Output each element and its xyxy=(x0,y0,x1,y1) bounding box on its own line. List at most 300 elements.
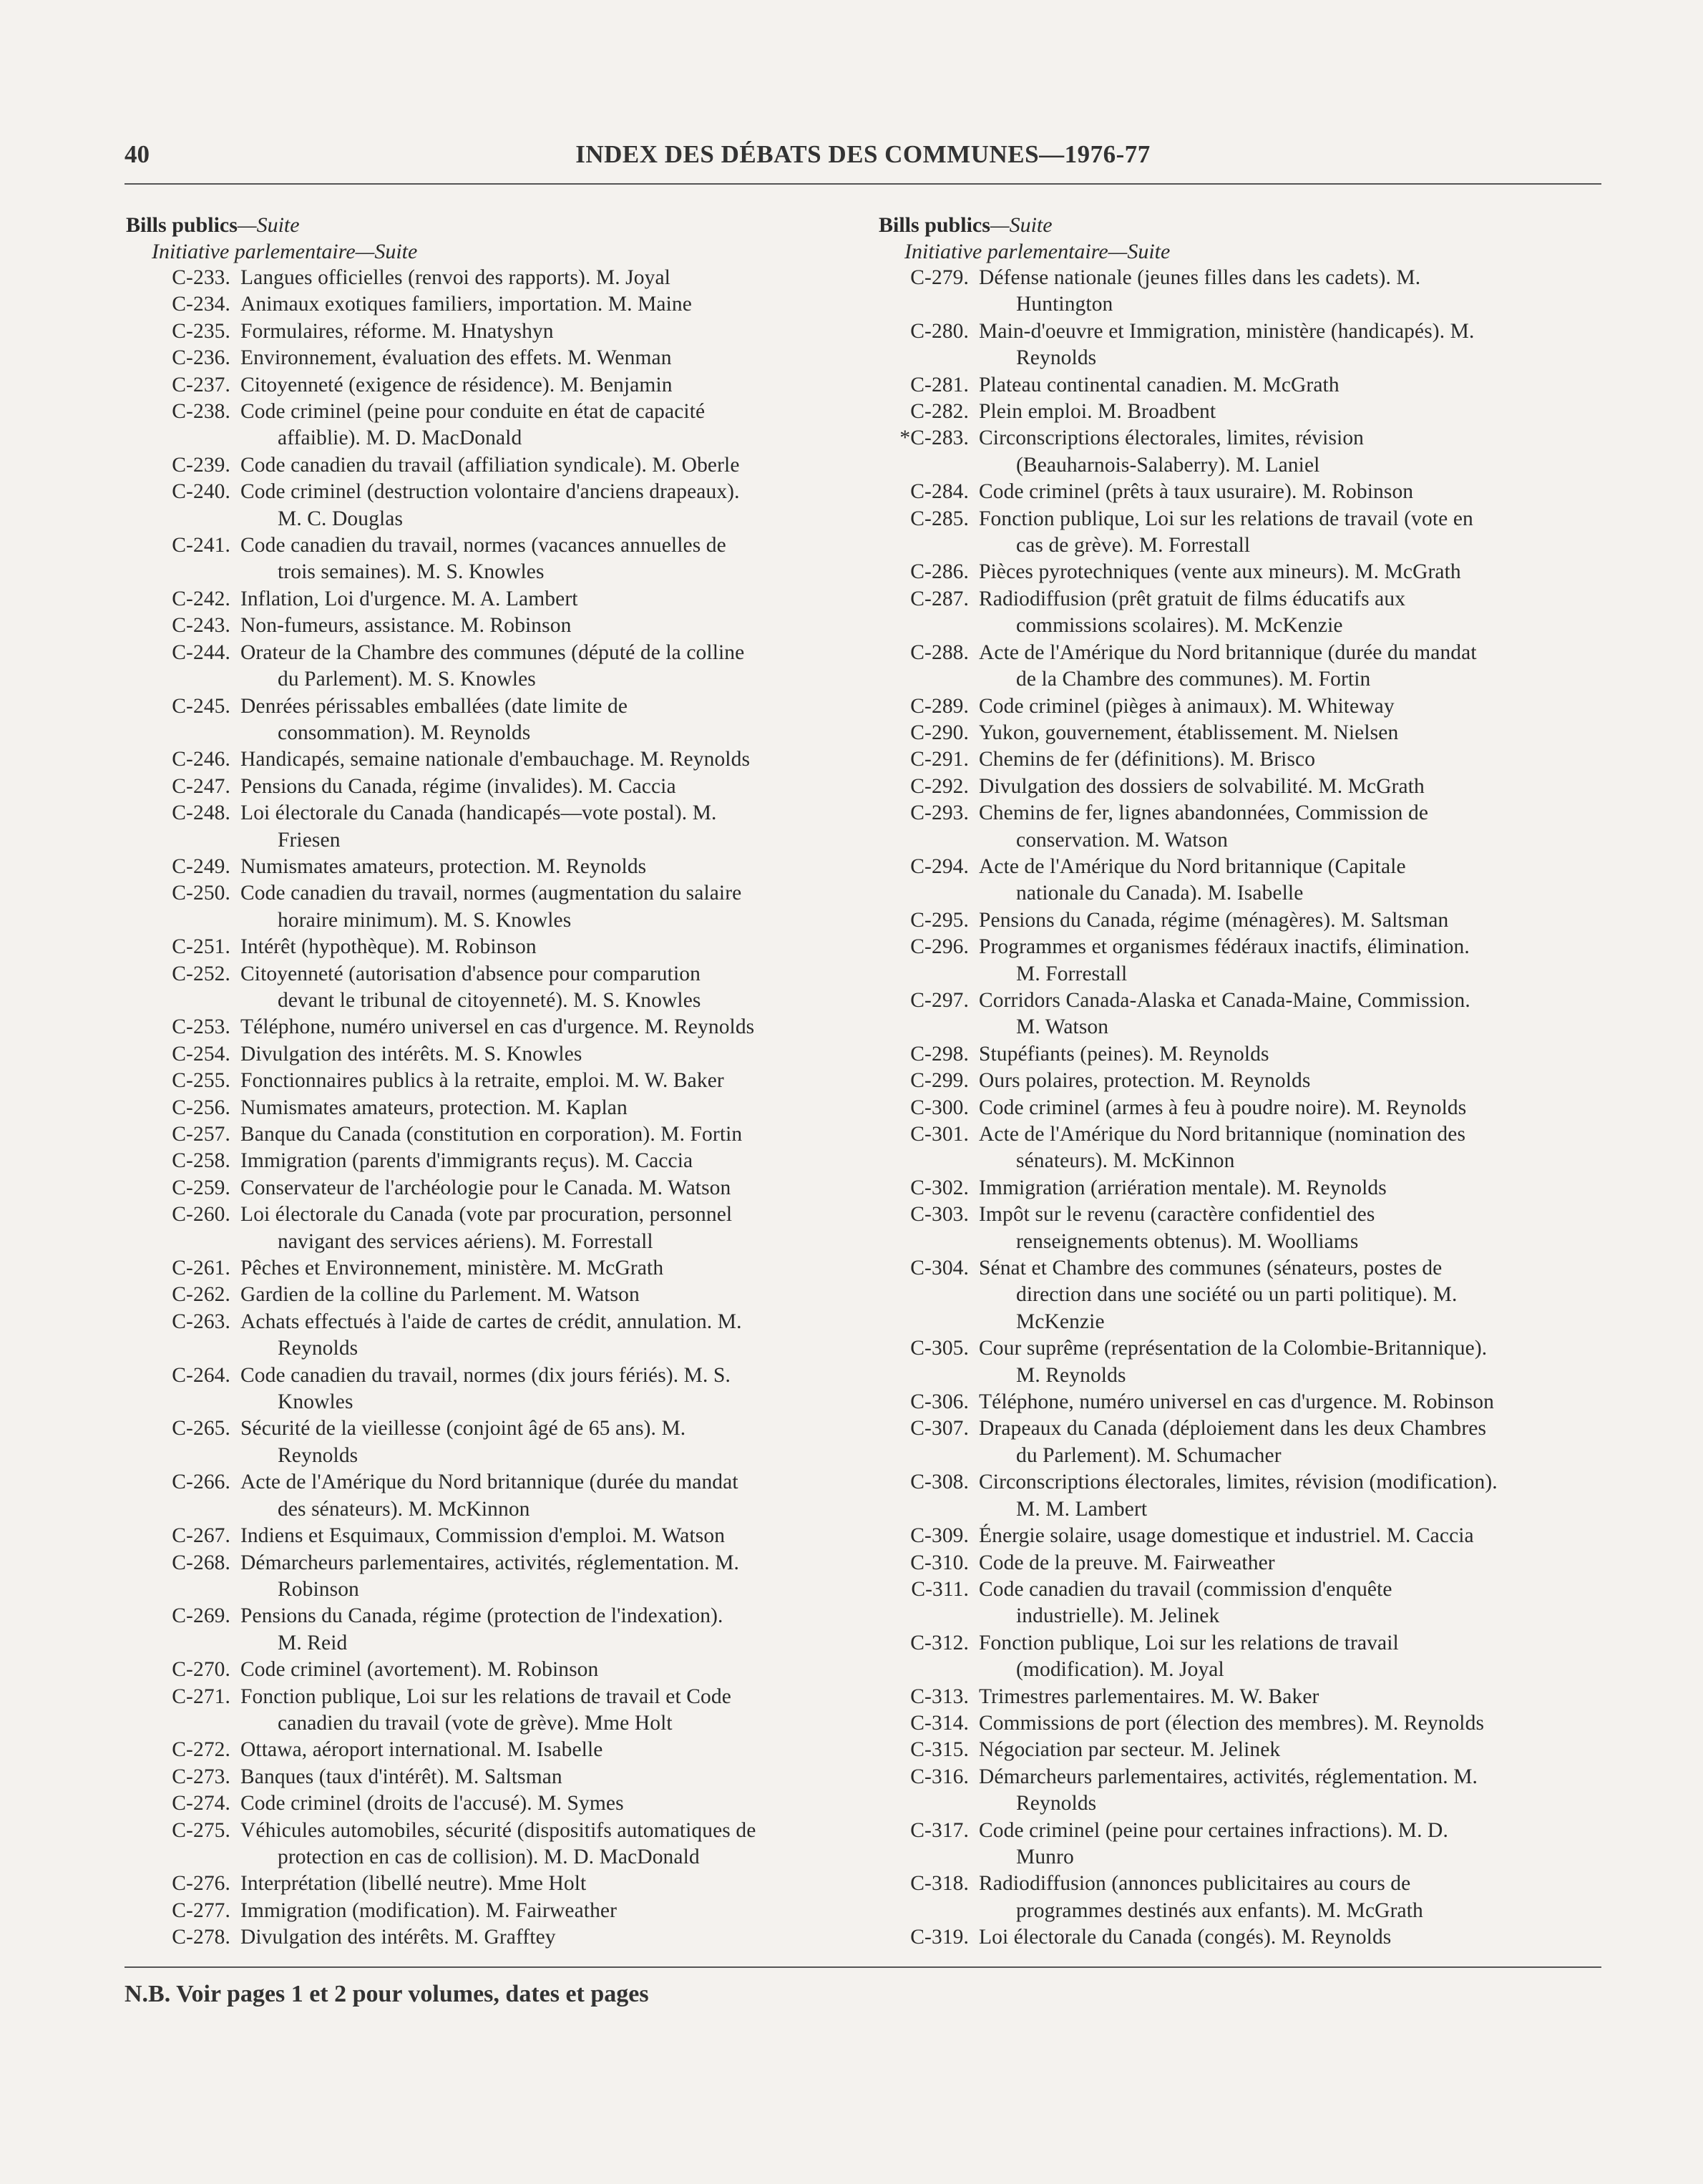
bill-number: C-311. xyxy=(911,1577,969,1601)
bill-description xyxy=(230,1790,841,1817)
index-entry xyxy=(126,1255,841,1282)
bill-number: *C-283. xyxy=(899,426,969,450)
description-line: commissions scolaires). M. McKenzie xyxy=(1016,614,1343,638)
description-line: M. M. Lambert xyxy=(1016,1497,1148,1521)
index-entry xyxy=(879,1041,1601,1068)
bill-description xyxy=(230,1255,841,1282)
bill-number: C-243. xyxy=(172,614,230,638)
bill-description xyxy=(969,934,1601,988)
description-line: des sénateurs). M. McKinnon xyxy=(278,1497,530,1521)
bill-description xyxy=(969,1576,1601,1630)
description-line: Pièces pyrotechniques (vente aux mineurs). M. McGrath xyxy=(979,560,1461,584)
bill-number: C-294. xyxy=(910,854,969,878)
bill-description xyxy=(969,1041,1601,1068)
bill-description xyxy=(230,1469,841,1523)
bill-description xyxy=(230,532,841,586)
index-entry xyxy=(879,1710,1601,1737)
description-line: Indiens et Esquimaux, Commission d'emploi. M. Watson xyxy=(240,1524,726,1548)
bill-number: C-272. xyxy=(172,1738,230,1762)
bill-description xyxy=(230,479,841,532)
index-entry xyxy=(126,1818,841,1871)
description-line: direction dans une société ou un parti politique). M. xyxy=(1016,1283,1458,1307)
heading-suite: —Suite xyxy=(237,213,300,237)
description-line: Sénat et Chambre des communes (sénateurs, postes de xyxy=(979,1257,1443,1280)
bill-description xyxy=(969,720,1601,746)
bill-number: C-312. xyxy=(910,1631,969,1654)
index-entry xyxy=(879,559,1601,585)
description-line: Loi électorale du Canada (handicapés—vote postal). M. xyxy=(240,801,717,825)
bill-number: C-306. xyxy=(910,1390,969,1414)
bill-description xyxy=(230,1603,841,1657)
bill-number: C-257. xyxy=(172,1123,230,1146)
description-line: Huntington xyxy=(1016,293,1113,316)
bill-description xyxy=(230,265,841,291)
index-entry xyxy=(126,345,841,371)
index-entry xyxy=(879,1121,1601,1175)
index-entry xyxy=(126,934,841,960)
heading-bold: Bills publics xyxy=(126,213,238,237)
description-line: M. Forrestall xyxy=(1016,962,1128,985)
bill-number: C-266. xyxy=(172,1471,230,1494)
bill-description xyxy=(230,399,841,452)
bill-description xyxy=(230,961,841,1015)
description-line: Code canadien du travail, normes (augmentation du salaire xyxy=(240,882,742,905)
bill-number: C-282. xyxy=(910,400,969,424)
description-line: Démarcheurs parlementaires, activités, réglementation. M. xyxy=(240,1551,740,1574)
description-line: Reynolds xyxy=(278,1443,358,1467)
bill-number: C-315. xyxy=(910,1738,969,1762)
bill-description xyxy=(230,1818,841,1871)
description-line: protection en cas de collision). M. D. MacDonald xyxy=(278,1845,700,1868)
bill-number: C-285. xyxy=(910,507,969,530)
bill-number: C-302. xyxy=(910,1176,969,1199)
index-entry xyxy=(879,372,1601,399)
bill-description xyxy=(230,774,841,800)
description-line: Défense nationale (jeunes filles dans les cadets). M. xyxy=(979,266,1421,289)
bill-description xyxy=(969,1630,1601,1684)
description-line: Gardien de la colline du Parlement. M. Watson xyxy=(240,1283,640,1307)
index-entry xyxy=(126,532,841,586)
bill-number: C-308. xyxy=(910,1471,969,1494)
bill-number: C-316. xyxy=(910,1765,969,1788)
index-entry xyxy=(879,1095,1601,1121)
description-line: industrielle). M. Jelinek xyxy=(1016,1604,1220,1628)
index-entry xyxy=(879,1175,1601,1201)
bill-description xyxy=(230,1523,841,1549)
description-line: Trimestres parlementaires. M. W. Baker xyxy=(979,1685,1319,1708)
description-line: Code criminel (droits de l'accusé). M. Symes xyxy=(240,1792,624,1815)
bill-number: C-313. xyxy=(910,1685,969,1708)
index-entry xyxy=(879,1335,1601,1389)
description-line: Code criminel (prêts à taux usuraire). M. Robinson xyxy=(979,480,1414,504)
bill-number: C-279. xyxy=(910,266,969,289)
bill-number: C-278. xyxy=(172,1926,230,1949)
description-line: Code criminel (peine pour conduite en état de capacité xyxy=(240,400,706,424)
index-entry xyxy=(126,1790,841,1817)
bill-number: C-247. xyxy=(172,774,230,798)
index-entry xyxy=(126,693,841,747)
description-line: (modification). M. Joyal xyxy=(1016,1658,1224,1682)
bill-description xyxy=(230,1362,841,1416)
description-line: conservation. M. Watson xyxy=(1016,828,1228,852)
description-line: Friesen xyxy=(278,828,341,852)
bill-number: C-290. xyxy=(910,721,969,744)
description-line: Interprétation (libellé neutre). Mme Holt xyxy=(240,1872,587,1896)
description-line: Code de la preuve. M. Fairweather xyxy=(979,1551,1275,1574)
index-entry xyxy=(126,1041,841,1068)
bill-description xyxy=(230,640,841,693)
index-entry xyxy=(879,693,1601,720)
description-line: M. Reid xyxy=(278,1631,348,1654)
description-line: Corridors Canada-Alaska et Canada-Maine, Commission. xyxy=(979,988,1470,1012)
index-entry xyxy=(126,452,841,479)
index-entry xyxy=(126,1201,841,1255)
section-heading xyxy=(879,212,1601,238)
index-entry xyxy=(879,720,1601,746)
description-line: Fonction publique, Loi sur les relations de travail xyxy=(979,1631,1399,1654)
bill-description xyxy=(969,746,1601,773)
description-line: Loi électorale du Canada (congés). M. Reynolds xyxy=(979,1926,1392,1949)
bill-number: C-281. xyxy=(910,373,969,396)
description-line: Téléphone, numéro universel en cas d'urgence. M. Reynolds xyxy=(240,1015,755,1039)
bill-number: C-318. xyxy=(910,1872,969,1896)
bill-description xyxy=(230,452,841,479)
bill-description xyxy=(230,1201,841,1255)
bill-number: C-319. xyxy=(910,1926,969,1949)
footer-rule xyxy=(125,1966,1601,1968)
subsection-heading: Initiative parlementaire—Suite xyxy=(904,240,1171,263)
description-line: Acte de l'Amérique du Nord britannique (nomination des xyxy=(979,1123,1466,1146)
bill-number: C-264. xyxy=(172,1363,230,1387)
description-line: Acte de l'Amérique du Nord britannique (durée du mandat xyxy=(240,1471,738,1494)
description-line: M. Watson xyxy=(1016,1015,1109,1039)
description-line: Véhicules automobiles, sécurité (dispositifs automatiques de xyxy=(240,1818,756,1842)
description-line: Fonctionnaires publics à la retraite, emploi. M. W. Baker xyxy=(240,1069,724,1093)
bill-description xyxy=(230,880,841,934)
bill-number: C-286. xyxy=(910,560,969,584)
bill-number: C-258. xyxy=(172,1149,230,1173)
description-line: Ours polaires, protection. M. Reynolds xyxy=(979,1069,1311,1093)
description-line: Pêches et Environnement, ministère. M. McGrath xyxy=(240,1257,664,1280)
index-entry xyxy=(126,265,841,291)
bill-description xyxy=(230,746,841,773)
bill-description xyxy=(969,425,1601,479)
bill-number: C-263. xyxy=(172,1310,230,1333)
description-line: Achats effectués à l'aide de cartes de crédit, annulation. M. xyxy=(240,1310,742,1333)
bill-description xyxy=(969,1764,1601,1818)
bill-number: C-262. xyxy=(172,1283,230,1307)
index-entry xyxy=(879,318,1601,372)
bill-description xyxy=(969,800,1601,854)
description-line: Énergie solaire, usage domestique et industriel. M. Caccia xyxy=(979,1524,1474,1548)
bill-description xyxy=(230,1068,841,1094)
description-line: renseignements obtenus). M. Woolliams xyxy=(1016,1229,1359,1253)
index-entry xyxy=(126,1362,841,1416)
index-entry xyxy=(879,1818,1601,1871)
description-line: (Beauharnois-Salaberry). M. Laniel xyxy=(1016,453,1320,477)
bill-number: C-310. xyxy=(910,1551,969,1574)
description-line: du Parlement). M. S. Knowles xyxy=(278,668,536,691)
index-entry xyxy=(126,1095,841,1121)
description-line: Yukon, gouvernement, établissement. M. Nielsen xyxy=(979,721,1399,744)
bill-description xyxy=(969,854,1601,907)
bill-description xyxy=(969,1335,1601,1389)
index-entry xyxy=(879,1737,1601,1763)
description-line: Commissions de port (élection des membres). M. Reynolds xyxy=(979,1711,1485,1735)
index-entry xyxy=(879,425,1601,479)
bill-number: C-305. xyxy=(910,1337,969,1360)
index-entry xyxy=(126,1523,841,1549)
description-line: Intérêt (hypothèque). M. Robinson xyxy=(240,935,537,959)
index-entry xyxy=(879,774,1601,800)
bill-description xyxy=(969,988,1601,1041)
description-line: Drapeaux du Canada (déploiement dans les deux Chambres xyxy=(979,1417,1487,1440)
bill-number: C-255. xyxy=(172,1069,230,1093)
description-line: Circonscriptions électorales, limites, révision (modification). xyxy=(979,1471,1498,1494)
bill-description xyxy=(969,1469,1601,1523)
description-line: Divulgation des intérêts. M. Grafftey xyxy=(240,1926,556,1949)
description-line: Cour suprême (représentation de la Colombie-Britannique). xyxy=(979,1337,1488,1360)
bill-description xyxy=(969,1523,1601,1549)
bill-number: C-236. xyxy=(172,346,230,370)
bill-description xyxy=(969,774,1601,800)
bill-number: C-265. xyxy=(172,1417,230,1440)
bill-description xyxy=(969,1818,1601,1871)
description-line: Main-d'oeuvre et Immigration, ministère (handicapés). M. xyxy=(979,319,1475,343)
index-entry xyxy=(126,1148,841,1174)
bill-description xyxy=(969,907,1601,934)
description-line: Code canadien du travail, normes (vacances annuelles de xyxy=(240,534,726,557)
description-line: Code canadien du travail (commission d'enquête xyxy=(979,1577,1392,1601)
description-line: Code canadien du travail, normes (dix jours fériés). M. S. xyxy=(240,1363,731,1387)
description-line: du Parlement). M. Schumacher xyxy=(1016,1443,1282,1467)
bill-description xyxy=(230,1014,841,1040)
bill-number: C-254. xyxy=(172,1042,230,1066)
bill-number: C-250. xyxy=(172,882,230,905)
bill-description xyxy=(969,372,1601,399)
index-entry xyxy=(879,1389,1601,1415)
description-line: Divulgation des dossiers de solvabilité. M. McGrath xyxy=(979,774,1425,798)
bill-description xyxy=(969,265,1601,318)
bill-description xyxy=(230,1121,841,1148)
bill-description xyxy=(230,1924,841,1951)
description-line: Robinson xyxy=(278,1577,359,1601)
index-entry xyxy=(879,907,1601,934)
index-entry xyxy=(879,800,1601,854)
index-entry xyxy=(126,1014,841,1040)
bill-description xyxy=(969,1095,1601,1121)
description-line: Sécurité de la vieillesse (conjoint âgé de 65 ans). M. xyxy=(240,1417,686,1440)
bill-description xyxy=(969,318,1601,372)
description-line: Munro xyxy=(1016,1845,1074,1868)
index-entry xyxy=(879,640,1601,693)
index-entry xyxy=(879,1255,1601,1335)
bill-description xyxy=(230,854,841,880)
index-entry xyxy=(879,988,1601,1041)
bill-number: C-234. xyxy=(172,293,230,316)
index-entry xyxy=(126,291,841,318)
index-entry xyxy=(126,1068,841,1094)
bill-number: C-251. xyxy=(172,935,230,959)
index-entry xyxy=(879,1764,1601,1818)
index-entry xyxy=(879,1415,1601,1469)
description-line: Code canadien du travail (affiliation syndicale). M. Oberle xyxy=(240,453,740,477)
bill-description xyxy=(230,613,841,639)
bill-description xyxy=(230,1095,841,1121)
index-entry xyxy=(879,746,1601,773)
bill-description xyxy=(230,1737,841,1763)
description-line: Numismates amateurs, protection. M. Reynolds xyxy=(240,854,647,878)
bill-number: C-289. xyxy=(910,694,969,718)
description-line: Pensions du Canada, régime (invalides). M. Caccia xyxy=(240,774,676,798)
description-line: Chemins de fer, lignes abandonnées, Commission de xyxy=(979,801,1429,825)
description-line: Code criminel (destruction volontaire d'anciens drapeaux). xyxy=(240,480,740,504)
bill-number: C-288. xyxy=(910,640,969,664)
description-line: Animaux exotiques familiers, importation. M. Maine xyxy=(240,293,692,316)
bill-description xyxy=(969,1415,1601,1469)
description-line: M. C. Douglas xyxy=(278,507,404,530)
description-line: M. Reynolds xyxy=(1016,1363,1126,1387)
bill-number: C-233. xyxy=(172,266,230,289)
bill-number: C-240. xyxy=(172,480,230,504)
index-entry xyxy=(126,318,841,345)
description-line: Citoyenneté (autorisation d'absence pour comparution xyxy=(240,962,701,985)
bill-description xyxy=(230,318,841,345)
description-line: Non-fumeurs, assistance. M. Robinson xyxy=(240,614,572,638)
index-entry xyxy=(879,479,1601,505)
index-entry xyxy=(126,640,841,693)
bill-description xyxy=(969,1201,1601,1255)
index-entry xyxy=(879,1201,1601,1255)
index-entry xyxy=(126,880,841,934)
description-line: Fonction publique, Loi sur les relations de travail (vote en xyxy=(979,507,1473,530)
bill-description xyxy=(969,1255,1601,1335)
index-entry xyxy=(126,1657,841,1683)
bill-description xyxy=(969,559,1601,585)
index-entry xyxy=(879,1924,1601,1951)
description-line: nationale du Canada). M. Isabelle xyxy=(1016,882,1304,905)
bill-number: C-241. xyxy=(172,534,230,557)
bill-description xyxy=(969,586,1601,640)
bill-number: C-317. xyxy=(910,1818,969,1842)
bill-description xyxy=(969,479,1601,505)
bill-number: C-280. xyxy=(910,319,969,343)
running-title: INDEX DES DÉBATS DES COMMUNES—1976-77 xyxy=(575,140,1151,168)
index-entry xyxy=(126,1309,841,1362)
index-entry xyxy=(126,854,841,880)
index-entry xyxy=(879,1550,1601,1576)
description-line: Pensions du Canada, régime (protection de l'indexation). xyxy=(240,1604,723,1628)
bill-number: C-248. xyxy=(172,801,230,825)
bill-description xyxy=(230,934,841,960)
bill-number: C-296. xyxy=(910,935,969,959)
bill-number: C-303. xyxy=(910,1203,969,1227)
description-line: Code criminel (peine pour certaines infractions). M. D. xyxy=(979,1818,1448,1842)
description-line: Pensions du Canada, régime (ménagères). M. Saltsman xyxy=(979,908,1449,932)
index-entry xyxy=(879,1684,1601,1710)
description-line: Reynolds xyxy=(278,1337,358,1360)
description-line: Radiodiffusion (annonces publicitaires au cours de xyxy=(979,1872,1411,1896)
bill-number: C-235. xyxy=(172,319,230,343)
description-line: trois semaines). M. S. Knowles xyxy=(278,560,545,584)
index-entry xyxy=(126,479,841,532)
bill-number: C-291. xyxy=(910,748,969,771)
bill-description xyxy=(969,1389,1601,1415)
index-entry xyxy=(879,586,1601,640)
description-line: Knowles xyxy=(278,1390,353,1414)
bill-description xyxy=(230,1041,841,1068)
bill-description xyxy=(969,1550,1601,1576)
description-line: canadien du travail (vote de grève). Mme Holt xyxy=(278,1711,673,1735)
index-entry xyxy=(879,506,1601,560)
index-entry xyxy=(126,774,841,800)
bill-number: C-249. xyxy=(172,854,230,878)
index-entry xyxy=(126,1764,841,1790)
index-entry xyxy=(879,265,1601,318)
description-line: Stupéfiants (peines). M. Reynolds xyxy=(979,1042,1269,1066)
page-number: 40 xyxy=(125,140,150,168)
description-line: Environnement, évaluation des effets. M. Wenman xyxy=(240,346,672,370)
index-entry xyxy=(126,1737,841,1763)
description-line: Programmes et organismes fédéraux inactifs, élimination. xyxy=(979,935,1470,959)
description-line: Handicapés, semaine nationale d'embauchage. M. Reynolds xyxy=(240,748,751,771)
index-entry xyxy=(879,1576,1601,1630)
index-entry xyxy=(126,961,841,1015)
bill-description xyxy=(969,1121,1601,1175)
index-entry xyxy=(126,1603,841,1657)
bill-description xyxy=(230,1309,841,1362)
bill-description xyxy=(230,372,841,399)
description-line: Banques (taux d'intérêt). M. Saltsman xyxy=(240,1765,562,1788)
index-entry xyxy=(879,854,1601,907)
bill-description xyxy=(230,586,841,613)
description-line: de la Chambre des communes). M. Fortin xyxy=(1016,668,1371,691)
description-line: Démarcheurs parlementaires, activités, réglementation. M. xyxy=(979,1765,1478,1788)
description-line: Reynolds xyxy=(1016,346,1097,370)
description-line: Impôt sur le revenu (caractère confidentiel des xyxy=(979,1203,1375,1227)
bill-description xyxy=(969,1924,1601,1951)
page-header xyxy=(125,140,1601,185)
description-line: Citoyenneté (exigence de résidence). M. Benjamin xyxy=(240,373,673,396)
description-line: Immigration (modification). M. Fairweather xyxy=(240,1898,618,1922)
index-entry xyxy=(126,372,841,399)
description-line: devant le tribunal de citoyenneté). M. S. Knowles xyxy=(278,988,701,1012)
bill-number: C-268. xyxy=(172,1551,230,1574)
heading-suite: —Suite xyxy=(990,213,1053,237)
bill-number: C-267. xyxy=(172,1524,230,1548)
entry-list xyxy=(879,265,1601,1951)
bill-description xyxy=(230,1871,841,1897)
index-entry xyxy=(879,1068,1601,1094)
bill-description xyxy=(230,1282,841,1308)
bill-description xyxy=(230,1415,841,1469)
description-line: affaiblie). M. D. MacDonald xyxy=(278,426,522,450)
index-entry xyxy=(879,1871,1601,1924)
footnote: N.B. Voir pages 1 et 2 pour volumes, dates et pages xyxy=(125,1981,649,2007)
index-entry xyxy=(126,1550,841,1604)
section-heading xyxy=(126,212,841,238)
left-column xyxy=(126,212,841,1951)
bill-description xyxy=(969,1737,1601,1763)
bill-number: C-292. xyxy=(910,774,969,798)
index-entry xyxy=(126,746,841,773)
entry-list xyxy=(126,265,841,1951)
bill-description xyxy=(230,291,841,318)
bill-number: C-242. xyxy=(172,587,230,610)
bill-number: C-261. xyxy=(172,1257,230,1280)
bill-description xyxy=(969,693,1601,720)
index-entry xyxy=(879,1523,1601,1549)
